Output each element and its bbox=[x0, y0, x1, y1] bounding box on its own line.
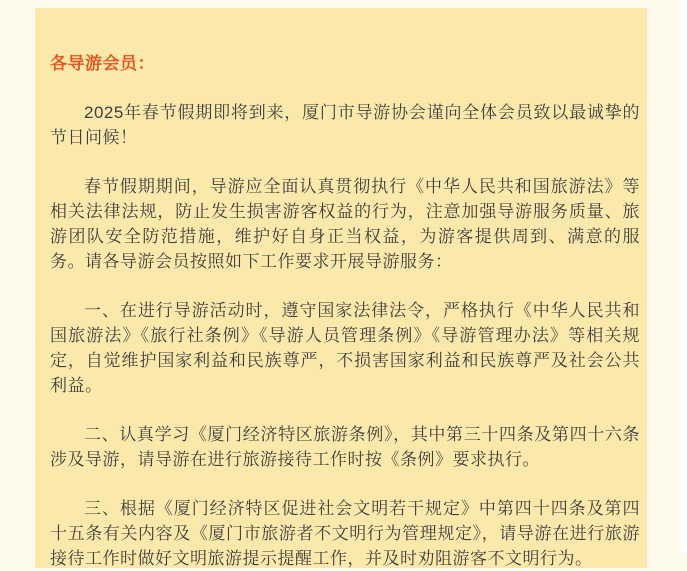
paragraph-item-1: 一、在进行导游活动时，遵守国家法律法令，严格执行《中华人民共和国旅游法》《旅行社条例》《导游人员管理条例》《导游管理办法》等相关规定，自觉维护国家利益和民族尊严，不损害国家利益和民族尊严及社会公共利益。 bbox=[50, 301, 640, 395]
salutation: 各导游会员： bbox=[50, 54, 155, 73]
paragraph-item-2: 二、认真学习《厦门经济特区旅游条例》，其中第三十四条及第四十六条涉及导游，请导游在进行旅游接待工作时按《条例》要求执行。 bbox=[50, 425, 640, 469]
notice-panel bbox=[35, 8, 647, 568]
paragraph-general-requirements: 春节假期期间，导游应全面认真贯彻执行《中华人民共和国旅游法》等相关法律法规，防止发生损害游客权益的行为，注意加强导游服务质量、旅游团队安全防范措施，维护好自身正当权益，为游客提供周到、满意的服务。请各导游会员按照如下工作要求开展导游服务： bbox=[50, 177, 640, 271]
paragraph-greeting: 2025年春节假期即将到来，厦门市导游协会谨向全体会员致以最诚挚的节日问候！ bbox=[50, 103, 640, 147]
paragraph-item-3: 三、根据《厦门经济特区促进社会文明若干规定》中第四十四条及第四十五条有关内容及《厦门市旅游者不文明行为管理规定》，请导游在进行旅游接待工作时做好文明旅游提示提醒工作，并及时劝阻游客不文明行为。 bbox=[50, 499, 640, 568]
scrollbar-track[interactable] bbox=[680, 0, 687, 552]
